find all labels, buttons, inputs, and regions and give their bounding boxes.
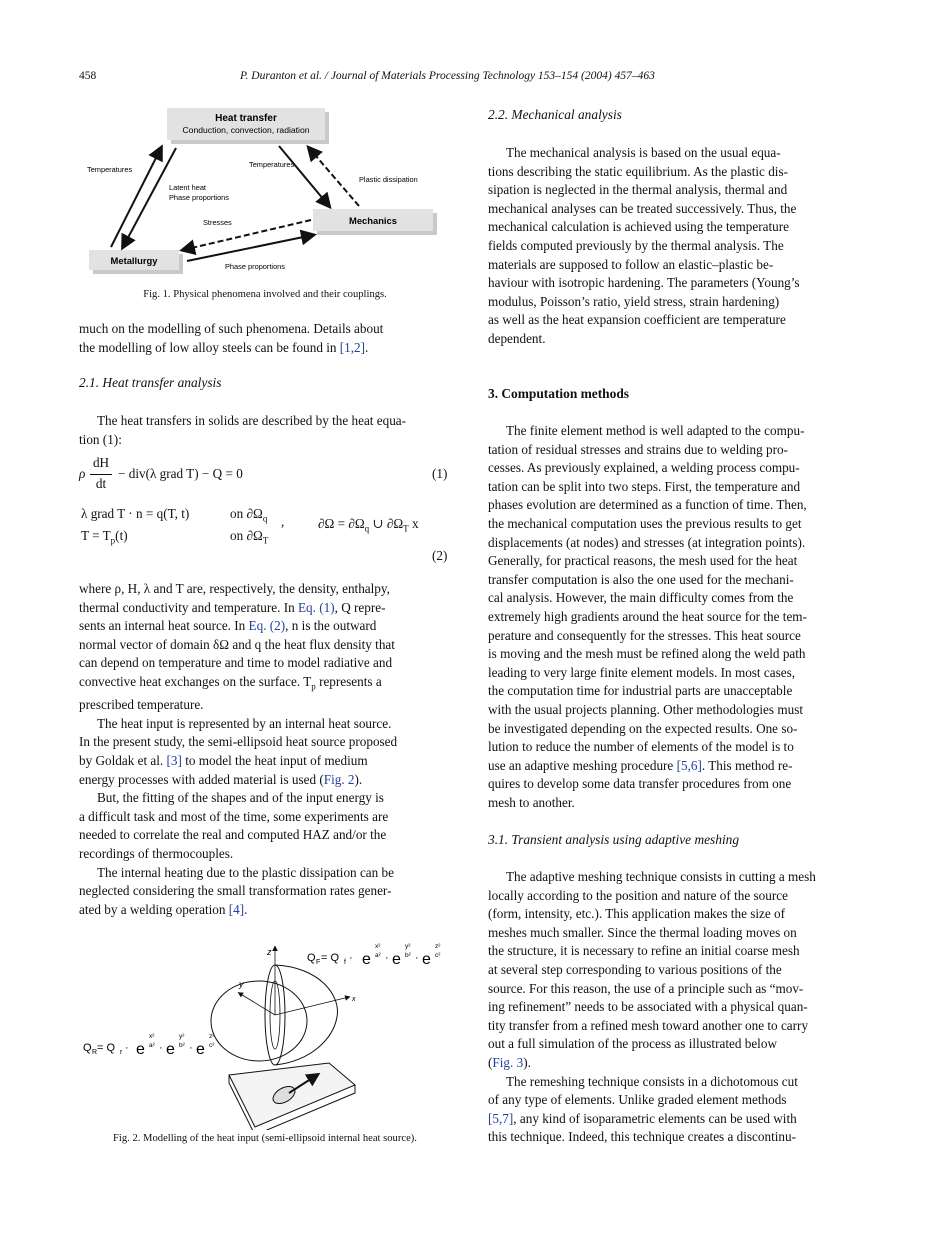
qf-equation (307, 943, 441, 968)
label-stresses: Stresses (203, 218, 232, 227)
svg-text:f: f (344, 959, 346, 966)
svg-text:a²: a² (149, 1042, 155, 1049)
svg-text:·: · (385, 952, 389, 964)
eq2-number: (2) (432, 548, 448, 563)
label-plastic-dissipation: Plastic dissipation (359, 175, 418, 184)
eq2-on1: on $\partial\Omega_q$ (230, 506, 268, 524)
svg-text:e: e (392, 951, 401, 968)
eq1-denominator: dt (95, 476, 107, 491)
eq2-line2: $T = T_p(t)$ (81, 528, 128, 546)
figure-2-caption: Fig. 2. Modelling of the heat input (semi-ellipsoid internal heat source). (113, 1133, 417, 1144)
page-number: 458 (79, 70, 97, 82)
citation-4[interactable]: [4] (228, 901, 245, 917)
figure-2-diagram (79, 935, 459, 1130)
svg-text:·: · (125, 1042, 129, 1054)
svg-text:y²: y² (405, 943, 411, 950)
label-latent-heat: Latent heat (169, 183, 206, 192)
label-temperatures-mid: Temperatures (249, 160, 295, 169)
svg-text:e: e (422, 951, 431, 968)
svg-text:Q: Q (307, 952, 316, 964)
svg-text:r: r (120, 1049, 123, 1056)
svg-text:c²: c² (209, 1042, 215, 1049)
svg-text:·: · (159, 1042, 163, 1054)
arrow-metallurgy-to-heat (111, 148, 161, 247)
svg-text:R: R (92, 1049, 98, 1056)
arrow-heat-to-mechanics (279, 146, 329, 206)
eq2-comma: , (281, 514, 285, 529)
section-3-1-heading: 3.1. Transient analysis using adaptive meshing (488, 832, 740, 847)
citation-3[interactable]: [3] (166, 752, 182, 768)
y-axis (239, 993, 275, 1015)
eq2-line1: λ grad T · n = q(T, t) (81, 506, 190, 521)
mechanics-label: Mechanics (349, 215, 397, 226)
citation-5-7[interactable]: [5,7] (488, 1110, 514, 1126)
label-phase-proportions-1: Phase proportions (169, 193, 229, 202)
figure-1-diagram (79, 100, 459, 282)
svg-text:·: · (189, 1042, 193, 1054)
eq2-boundary-union: $\partial\Omega = \partial\Omega_q$ ∪ $\partial\Omega_T$ x (318, 516, 419, 534)
svg-text:x²: x² (149, 1033, 155, 1040)
citation-1-2[interactable]: [1,2] (339, 339, 366, 355)
heat-equation-intro: The heat transfers in solids are described by the heat equa- tion (1): (79, 413, 407, 447)
svg-text:·: · (349, 952, 353, 964)
svg-text:z²: z² (209, 1033, 215, 1040)
svg-text:e: e (196, 1041, 205, 1058)
section-3-heading: 3. Computation methods (488, 386, 629, 401)
mechanical-analysis-paragraph: The mechanical analysis is based on the usual equa- tions describing the static equilibrium. As the plastic dis- sipation is neglected in the thermal analysis, thermal and mechanical analyses can be treated successively. Thus, the mechanical calculation is achieved using the temperature fields computed previously by the thermal analysis. The materials are supposed to follow an elastic–plastic be- haviour with isotropic hardening. The parameters (Young’s modulus, Poisson’s ratio, yield stress, strain hardening) as well as the heat expansion coefficient are temperature dependent. (488, 145, 800, 346)
svg-text:F: F (316, 959, 321, 966)
svg-text:= Q: = Q (97, 1042, 116, 1054)
section-2-2-heading: 2.2. Mechanical analysis (488, 107, 622, 122)
label-temperatures-left: Temperatures (87, 165, 133, 174)
axis-y-label: y (239, 979, 244, 989)
axis-x-label: x (352, 996, 356, 1003)
heat-transfer-subtitle: Conduction, convection, radiation (182, 125, 310, 135)
eq1-link[interactable]: Eq. (1) (297, 599, 335, 615)
axis-z-label: z (267, 947, 272, 957)
svg-text:y²: y² (179, 1033, 185, 1040)
eq2-on2: on $\partial\Omega_T$ (230, 528, 269, 546)
fig2-link[interactable]: Fig. 2 (323, 771, 355, 787)
heat-transfer-title: Heat transfer (215, 113, 277, 124)
qr-equation (83, 1033, 215, 1058)
section-2-1-heading: 2.1. Heat transfer analysis (79, 375, 222, 390)
left-body-text: where ρ, H, λ and T are, respectively, the density, enthalpy, thermal conductivity and temperature. In Eq. (1), Q repre- sents an internal heat source. In Eq. (2), n is the outward normal vector of domain δΩ and q the heat flux density that can depend on temperature and time to model radiative and convective heat exchanges on the surface. $T_p$ represents a prescribed temperature. The heat input is represented by an internal heat source. In the present study, the semi-ellipsoid heat source proposed by Goldak et al. [3] to model the heat input of medium energy processes with added material is used (Fig. 2). But, the fitting of the shapes and of the input energy is a difficult task and most of the time, some experiments are needed to correlate the real and computed HAZ and/or the recordings of thermocouples. The internal heating due to the plastic dissipation can be neglected considering the small transformation rates gener- ated by a welding operation [4]. (79, 581, 398, 917)
svg-text:z²: z² (435, 943, 441, 950)
eq1-number: (1) (432, 466, 448, 481)
svg-text:e: e (166, 1041, 175, 1058)
svg-text:c²: c² (435, 952, 441, 959)
eq1-rest: − div(λ grad T) − Q = 0 (118, 466, 243, 481)
svg-text:Q: Q (83, 1042, 92, 1054)
svg-text:·: · (415, 952, 419, 964)
svg-text:a²: a² (375, 952, 381, 959)
citation-5-6[interactable]: [5,6] (676, 757, 702, 773)
svg-text:e: e (136, 1041, 145, 1058)
svg-text:= Q: = Q (321, 952, 340, 964)
eq1-rho: ρ (79, 466, 86, 481)
eq1-numerator: dH (92, 455, 110, 470)
svg-text:e: e (362, 951, 371, 968)
arrow-metallurgy-to-mechanics (187, 235, 313, 261)
eq1-fraction-bar (90, 474, 112, 475)
svg-text:x²: x² (375, 943, 381, 950)
fig3-link[interactable]: Fig. 3 (492, 1054, 524, 1070)
eq2-link[interactable]: Eq. (2) (248, 618, 286, 634)
running-title: P. Duranton et al. / Journal of Materials Processing Technology 153–154 (2004) 457–463 (240, 70, 655, 82)
left-paragraph-continuation: much on the modelling of such phenomena. Details about the modelling of low alloy steels can be found in [1,2]. (79, 321, 384, 355)
adaptive-meshing-paragraphs: The adaptive meshing technique consists in cutting a mesh locally according to the position and nature of the source (form, intensity, etc.). This application makes the size of meshes much smaller. Since the thermal loading moves on the structure, it is necessary to refine an initial coarse mesh at several step corresponding to various positions of the source. For this reason, the use of a principle such as “mov- ing refinement” needs to be associated with a physical quan- tity transfer from a refined mesh toward another one to carry out a full simulation of the process as illustrated below (Fig. 3). The remeshing technique consists in a dichotomous cut of any type of elements. Unlike graded element methods [5,7], any kind of isoparametric elements can be used with this technique. Indeed, this technique creates a discontinu- (488, 869, 816, 1145)
figure-1-caption: Fig. 1. Physical phenomena involved and their couplings. (143, 289, 387, 300)
svg-text:b²: b² (405, 952, 411, 959)
svg-text:b²: b² (179, 1042, 185, 1049)
arrow-mechanics-to-heat (309, 148, 359, 206)
rear-ellipsoid (211, 981, 307, 1061)
label-phase-proportions-2: Phase proportions (225, 262, 285, 271)
computation-methods-paragraph: The finite element method is well adapted to the compu- tation of residual stresses and strains due to welding pro- cesses. As previously explained, a welding process compu- tation can be split into two steps. First, the temperature and phases evolution are determined as a function of time. Then, the mechanical computation uses the previous results to get displacements (at nodes) and stresses (at integration points). Generally, for practical reasons, the mesh used for the heat transfer computation is also the one used for the mechani- cal analysis. However, the main difficulty comes from the extremely high gradients around the heat source for the tem- perature and consequently for the stresses. This heat source is moving and the mesh must be refined along the weld path leading to very large finite element models. In most cases, the computation time for industrial parts are unacceptable with the usual projects planning. Other methodologies must be investigated depending on the expected results. One so- lution to reduce the number of elements of the model is to use an adaptive meshing procedure [5,6]. This method re- quires to develop some data transfer procedures from one mesh to another. (488, 423, 807, 810)
metallurgy-label: Metallurgy (110, 255, 158, 266)
